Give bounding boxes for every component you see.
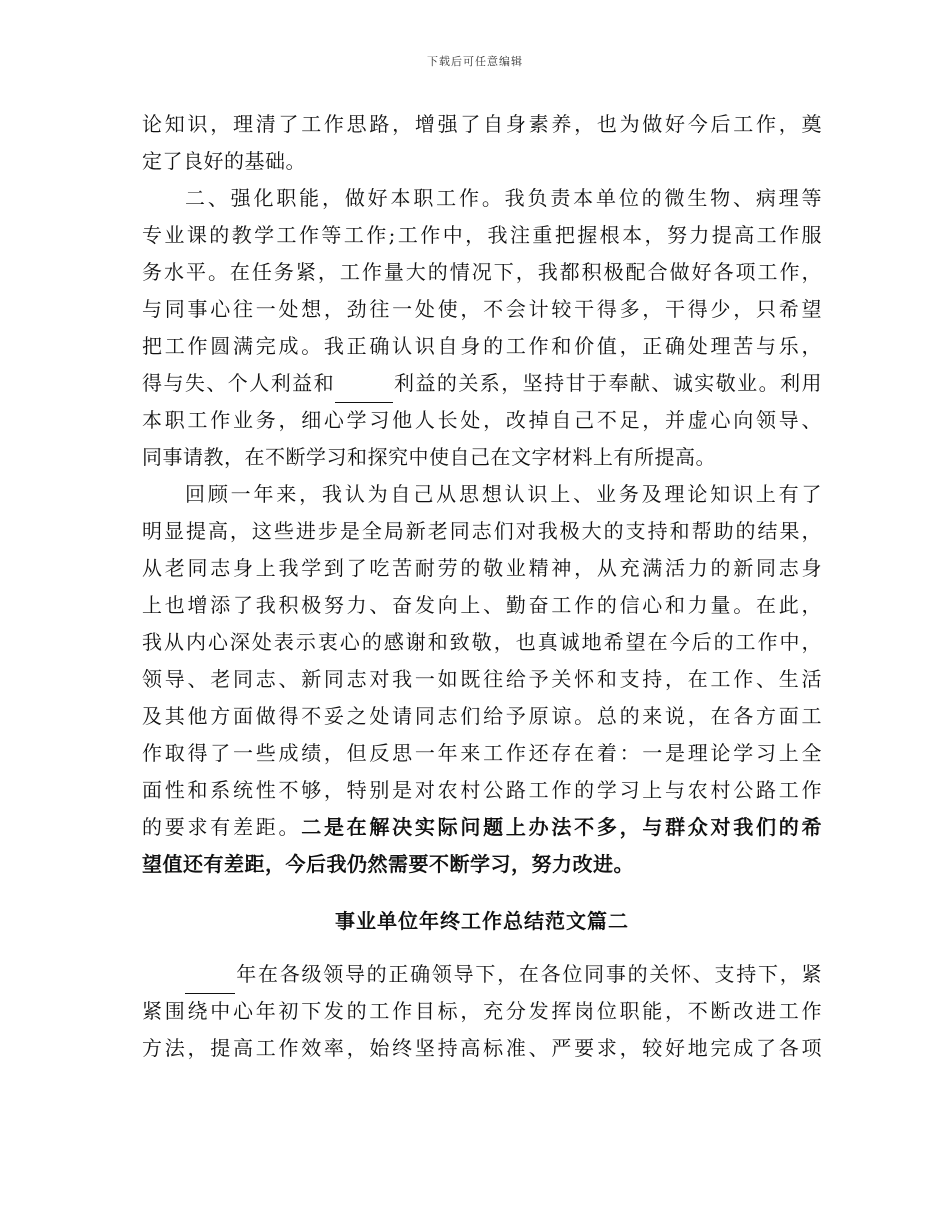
- text-line: 作取得了一些成绩，但反思一年来工作还存在着：一是理论学习上全: [142, 741, 822, 765]
- blank-underline: [335, 365, 393, 403]
- text-segment: 年在各级领导的正确领导下，在各位同事的关怀、支持下，紧: [235, 962, 822, 986]
- text-line: 二、强化职能，做好本职工作。我负责本单位的微生物、病理等: [185, 186, 822, 210]
- text-line: 与同事心往一处想，劲往一处使，不会计较干得多，干得少，只希望: [142, 297, 822, 321]
- text-line: 从老同志身上我学到了吃苦耐劳的敬业精神，从充满活力的新同志身: [142, 556, 822, 580]
- text-line: 及其他方面做得不妥之处请同志们给予原谅。总的来说，在各方面工: [142, 704, 822, 728]
- text-line: 面性和系统性不够，特别是对农村公路工作的学习上与农村公路工作: [142, 778, 822, 802]
- text-line: 同事请教，在不断学习和探究中使自己在文字材料上有所提高。: [142, 445, 716, 469]
- header-note: 下载后可任意编辑: [427, 55, 523, 68]
- text-line: 紧围绕中心年初下发的工作目标，充分发挥岗位职能，不断改进工作: [142, 999, 822, 1023]
- paragraph: [142, 956, 822, 1067]
- text-line: 本职工作业务，细心学习他人长处，改掉自己不足，并虚心向领导、: [142, 408, 822, 432]
- bold-text-segment: 二是在解决实际问题上办法不多，与群众对我们的希: [301, 815, 823, 839]
- text-line: [142, 956, 822, 993]
- paragraph: [142, 180, 822, 476]
- text-line: 回顾一年来，我认为自己从思想认识上、业务及理论知识上有了: [185, 482, 822, 506]
- blank-underline: [185, 956, 235, 994]
- document-body: [142, 106, 822, 1067]
- text-line: 上也增添了我积极努力、奋发向上、勤奋工作的信心和力量。在此，: [142, 593, 822, 617]
- text-segment: 的要求有差距。: [142, 815, 302, 839]
- text-line: [142, 365, 822, 402]
- text-line: 把工作圆满完成。我正确认识自身的工作和价值，正确处理苦与乐，: [142, 334, 822, 358]
- bold-text-line: 望值还有差距，今后我仍然需要不断学习，努力改进。: [142, 852, 634, 876]
- text-line: [142, 809, 822, 846]
- text-line: 方法，提高工作效率，始终坚持高标准、严要求，较好地完成了各项: [142, 1036, 822, 1060]
- text-line: 定了良好的基础。: [142, 149, 306, 173]
- text-segment: 得与失、个人利益和: [142, 371, 336, 395]
- text-line: 我从内心深处表示衷心的感谢和致敬，也真诚地希望在今后的工作中，: [142, 630, 822, 654]
- paragraph: [142, 106, 822, 180]
- text-line: 务水平。在任务紧，工作量大的情况下，我都积极配合做好各项工作，: [142, 260, 822, 284]
- text-line: 明显提高，这些进步是全局新老同志们对我极大的支持和帮助的结果，: [142, 519, 822, 543]
- paragraph: [142, 476, 822, 883]
- section-title: 事业单位年终工作总结范文篇二: [335, 909, 629, 933]
- text-line: 专业课的教学工作等工作;工作中，我注重把握根本，努力提高工作服: [142, 223, 822, 247]
- text-line: 领导、老同志、新同志对我一如既往给予关怀和支持，在工作、生活: [142, 667, 822, 691]
- text-line: 论知识，理清了工作思路，增强了自身素养，也为做好今后工作，奠: [142, 112, 822, 136]
- text-segment: 利益的关系，坚持甘于奉献、诚实敬业。利用: [393, 371, 823, 395]
